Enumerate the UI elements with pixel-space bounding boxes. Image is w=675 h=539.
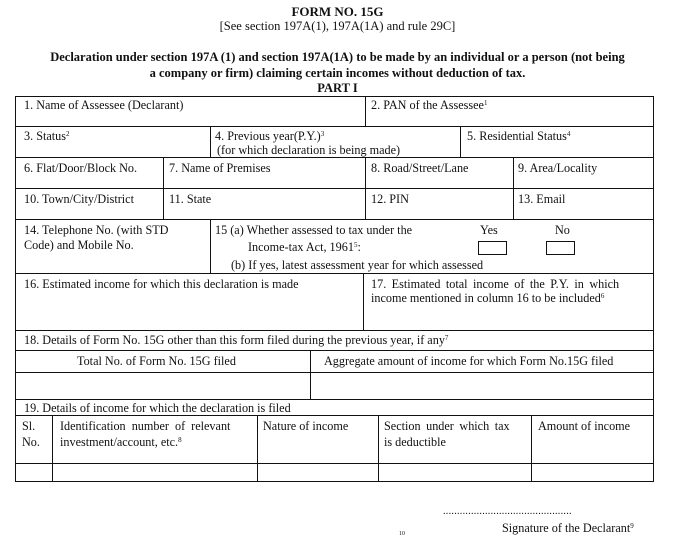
field-15a-assessed-line2 [248,240,361,254]
field-14-telephone-line2: Code) and Mobile No. [24,238,134,252]
field-14-telephone-line1: 14. Telephone No. (with STD [24,223,169,237]
field-6-flat-door-block: 6. Flat/Door/Block No. [24,161,138,175]
field-17-estimated-total-income-line2 [371,291,604,305]
field-12-pin: 12. PIN [371,192,409,206]
field-7-name-of-premises: 7. Name of Premises [169,161,271,175]
col-sl-no-line1: Sl. [22,419,36,433]
footnote-ref-5: 5 [353,241,358,249]
footnote-ref-3: 3 [320,130,325,138]
field-1-name-of-assessee: 1. Name of Assessee (Declarant) [24,98,184,112]
field-17-estimated-total-income-line1: 17. Estimated total income of the P.Y. in which [371,277,620,291]
field-10-town-city-district: 10. Town/City/District [24,192,134,206]
field-11-state: 11. State [169,192,212,206]
signature-line: .............................................. [443,506,572,517]
part-heading: PART I [317,81,358,95]
footnote-ref-4: 4 [566,130,571,138]
yes-label: Yes [480,223,498,237]
field-4-label: 4. Previous year(P.Y.) [215,129,321,143]
field-3-label: 3. Status [24,129,66,143]
col-sl-no-line2: No. [22,435,40,449]
col-amount-of-income: Amount of income [538,419,631,433]
col-identification-number-line1: Identification number of relevant [60,419,231,433]
col-identification-label-line2: investment/account, etc. [60,435,179,449]
field-13-email: 13. Email [518,192,566,206]
footnote-ref-1: 1 [483,99,488,107]
field-15b-latest-assessment-year: (b) If yes, latest assessment year for which assessed [231,258,484,272]
signature-of-declarant [502,521,634,535]
no-checkbox[interactable] [546,241,575,255]
col-section-line1: Section under which tax [384,419,510,433]
col-section-line2: is deductible [384,435,446,449]
declaration-heading-line1: Declaration under section 197A (1) and section 197A(1A) to be made by an individual or a person (not being [50,50,625,64]
field-17-label-line2: income mentioned in column 16 to be included [371,291,601,305]
form-number-title: FORM NO. 15G [291,4,384,19]
field-15a-colon: : [357,240,361,254]
field-8-road-street-lane: 8. Road/Street/Lane [371,161,469,175]
field-5-label: 5. Residential Status [467,129,567,143]
field-16-estimated-income: 16. Estimated income for which this declaration is made [24,277,299,291]
field-19-income-details: 19. Details of income for which the declaration is filed [24,401,291,415]
field-2-pan [371,98,487,112]
no-label: No [555,223,570,237]
see-section-reference: [See section 197A(1), 197A(1A) and rule 29C] [219,19,456,33]
field-18-total-forms-header: Total No. of Form No. 15G filed [77,354,236,368]
field-15a-act-label: Income-tax Act, 1961 [248,240,354,254]
field-2-label: 2. PAN of the Assessee [371,98,484,112]
col-nature-of-income: Nature of income [263,419,349,433]
field-9-area-locality: 9. Area/Locality [518,161,598,175]
footnote-ref-7: 7 [444,334,449,342]
field-18-label: 18. Details of Form No. 15G other than this form filed during the previous year, if any [24,333,445,347]
declaration-heading-line2: a company or firm) claiming certain incomes without deduction of tax. [149,66,526,80]
footnote-ref-2: 2 [65,130,70,138]
signature-label: Signature of the Declarant [502,521,631,535]
field-18-other-forms [24,333,448,347]
footnote-ref-8: 8 [178,436,182,444]
field-5-residential-status [467,129,570,143]
col-identification-number-line2 [60,435,182,449]
field-18-aggregate-amount-header: Aggregate amount of income for which Form No.15G filed [324,354,614,368]
field-15a-assessed-line1: 15 (a) Whether assessed to tax under the [215,223,413,237]
footnote-ref-9: 9 [630,522,634,530]
field-4-note: (for which declaration is being made) [217,143,401,157]
field-3-status [24,129,69,143]
field-4-previous-year [215,129,324,143]
footnote-ref-6: 6 [600,292,605,300]
page-footnote-mark: 10 [399,531,405,537]
yes-checkbox[interactable] [478,241,507,255]
